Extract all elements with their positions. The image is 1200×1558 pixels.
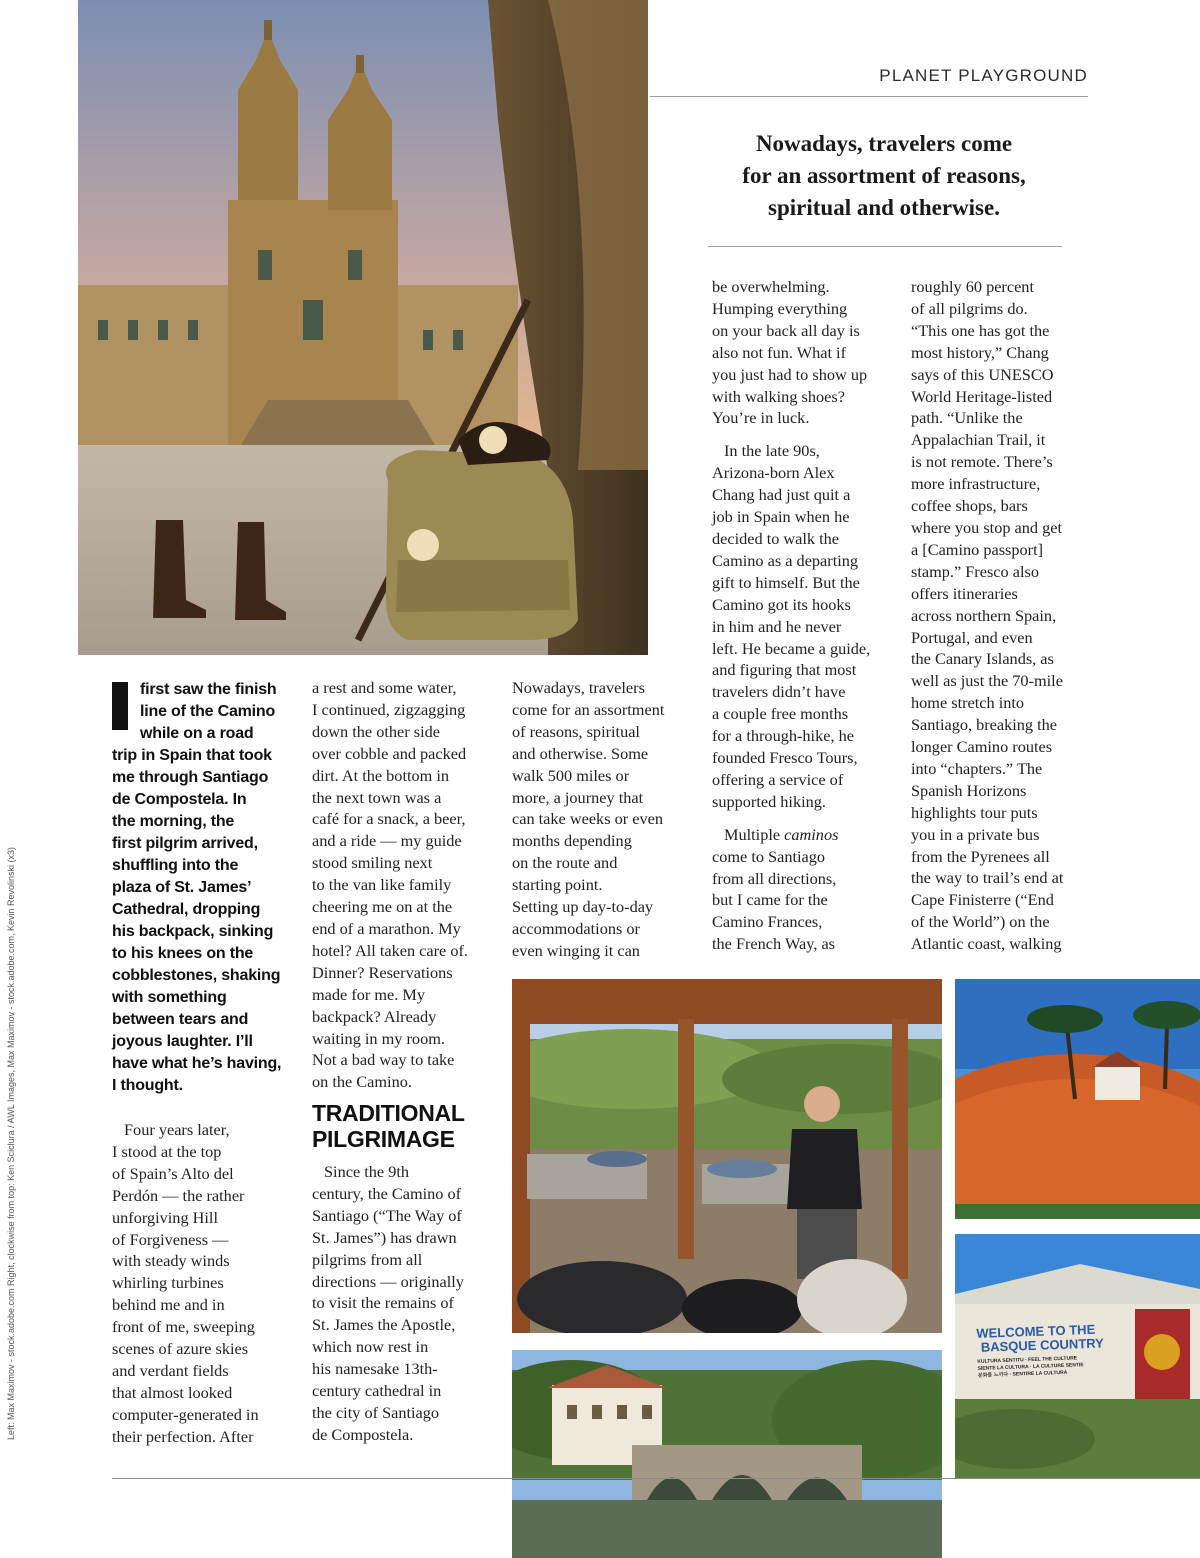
lede-line: the morning, the <box>112 813 235 830</box>
paragraph-line: Humping everything <box>712 298 848 318</box>
paragraph-line: on your back all day is <box>712 320 860 340</box>
paragraph-line: which now rest in <box>312 1337 429 1357</box>
paragraph-line: more infrastructure, <box>911 474 1041 494</box>
paragraph-line: Four years later, <box>124 1120 230 1139</box>
paragraph-line: front of me, sweeping <box>112 1317 255 1337</box>
paragraph-line: in him and he never <box>712 616 842 636</box>
paragraph-line: says of this UNESCO <box>911 364 1054 384</box>
paragraph-line: and figuring that most <box>712 660 857 680</box>
basque-mural-photo <box>955 1234 1200 1479</box>
paragraph-line: roughly 60 percent <box>911 277 1034 296</box>
paragraph-line: the next town was a <box>312 787 442 807</box>
paragraph-line: end of a marathon. My <box>312 918 461 938</box>
lede-line: have what he’s having, <box>112 1055 282 1072</box>
paragraph-line: unforgiving Hill <box>112 1207 218 1227</box>
paragraph-line: Santiago, breaking the <box>911 715 1058 735</box>
paragraph-line: St. James the Apostle, <box>312 1315 456 1335</box>
paragraph-line: “This one has got the <box>911 320 1050 340</box>
subhead-line: TRADITIONAL <box>312 1100 465 1126</box>
paragraph-line: months depending <box>512 831 632 851</box>
lede-line: I thought. <box>112 1077 183 1094</box>
paragraph-line: from the Pyrenees all <box>911 846 1050 866</box>
paragraph-line: Not a bad way to take <box>312 1050 455 1070</box>
pull-quote <box>700 128 1068 224</box>
column-2-top <box>312 677 502 1093</box>
paragraph-line: of Forgiveness — <box>112 1229 229 1249</box>
paragraph-line: longer Camino routes <box>911 737 1053 757</box>
paragraph-line: you in a private bus <box>911 824 1040 844</box>
paragraph-line: their perfection. After <box>112 1426 254 1446</box>
mural-subtitle-3: 문화를 느끼다 · SENTIRE LA CULTURA <box>977 1369 1068 1379</box>
section-label: PLANET PLAYGROUND <box>879 66 1088 85</box>
lede-line: while on a road <box>140 725 254 742</box>
lede-line: trip in Spain that took <box>112 747 272 764</box>
paragraph-line: Spanish Horizons <box>911 780 1027 800</box>
mural-subtitle-2: SIENTE LA CULTURA · LA CULTURE SENTIE <box>977 1362 1084 1372</box>
paragraph-line: Perdón — the rather <box>112 1185 245 1205</box>
paragraph-line: where you stop and get <box>911 517 1063 537</box>
lede-paragraph <box>112 679 292 1097</box>
paragraph-line: computer-generated in <box>112 1404 259 1424</box>
paragraph-line: hotel? All taken care of. <box>312 940 468 960</box>
paragraph-line: Appalachian Trail, it <box>911 430 1046 450</box>
paragraph-line: century cathedral in <box>312 1381 442 1401</box>
paragraph-line: come for an assortment <box>512 699 665 719</box>
column-4-body <box>712 276 897 955</box>
paragraph-line: stood smiling next <box>312 853 433 873</box>
pull-quote-rule <box>708 246 1062 247</box>
lede-line: first saw the finish <box>140 681 277 698</box>
lede-line: Cathedral, dropping <box>112 901 261 918</box>
paragraph-line: but I came for the <box>712 890 828 910</box>
paragraph-line: highlights tour puts <box>911 802 1038 822</box>
paragraph-line: coffee shops, bars <box>911 496 1028 516</box>
paragraph-line: Setting up day-to-day <box>512 897 654 917</box>
cathedral-photo <box>78 0 648 655</box>
column-5-body <box>911 276 1096 955</box>
paragraph-line: walk 500 miles or <box>512 765 630 785</box>
paragraph-line: You’re in luck. <box>712 408 810 428</box>
paragraph-line: that almost looked <box>112 1382 233 1402</box>
lede-line: his backpack, sinking <box>112 923 274 940</box>
paragraph-line: the French Way, as <box>712 934 836 954</box>
column-1-body <box>112 1119 292 1448</box>
paragraph-line: to visit the remains of <box>312 1293 454 1313</box>
paragraph-line: with walking shoes? <box>712 386 845 406</box>
paragraph-line: founded Fresco Tours, <box>712 748 858 768</box>
paragraph-line: and verdant fields <box>112 1360 229 1380</box>
paragraph-line: of reasons, spiritual <box>512 721 640 741</box>
paragraph-line: starting point. <box>512 875 603 895</box>
lede-line: cobblestones, shaking <box>112 967 281 984</box>
paragraph-line: pilgrims from all <box>312 1249 423 1269</box>
paragraph-line: Since the 9th <box>324 1162 410 1181</box>
paragraph-line: his namesake 13th- <box>312 1359 438 1379</box>
paragraph-line: accommodations or <box>512 918 640 938</box>
paragraph-line: directions — originally <box>312 1271 464 1291</box>
lede-line: with something <box>112 989 227 1006</box>
lede-line: joyous laughter. I’ll <box>112 1033 253 1050</box>
pull-quote-line: for an assortment of reasons, <box>742 163 1026 188</box>
subhead-line: PILGRIMAGE <box>312 1126 455 1152</box>
paragraph-line: stamp.” Fresco also <box>911 561 1039 581</box>
paragraph-line: come to Santiago <box>712 846 826 866</box>
paragraph-line: scenes of azure skies <box>112 1339 249 1359</box>
paragraph-line: behind me and in <box>112 1295 225 1315</box>
paragraph-line: across northern Spain, <box>911 605 1057 625</box>
lede-line: shuffling into the <box>112 857 239 874</box>
paragraph-line <box>712 824 897 846</box>
paragraph-line: Camino as a departing <box>712 550 859 570</box>
lede-line: me through Santiago <box>112 769 269 786</box>
paragraph-line: World Heritage-listed <box>911 386 1053 406</box>
lede-line: line of the Camino <box>140 703 276 720</box>
paragraph-line: on the Camino. <box>312 1072 412 1092</box>
paragraph-line: on the route and <box>512 853 618 873</box>
lede-line: de Compostela. In <box>112 791 247 808</box>
paragraph-line: down the other side <box>312 721 440 741</box>
paragraph-line: most history,” Chang <box>911 342 1049 362</box>
paragraph-line: for a through-hike, he <box>712 726 854 746</box>
paragraph-line: Atlantic coast, walking <box>911 934 1062 954</box>
paragraph-line: Santiago (“The Way of <box>312 1205 462 1225</box>
paragraph-line: Portugal, and even <box>911 627 1033 647</box>
paragraph-line: you just had to show up <box>712 364 868 384</box>
paragraph-line: I continued, zigzagging <box>312 699 466 719</box>
stone-bridge-photo <box>512 1350 942 1558</box>
paragraph-line: a couple free months <box>712 704 849 724</box>
paragraph-line: left. He became a guide, <box>712 638 871 658</box>
mural-title-line1: WELCOME TO THE <box>976 1321 1096 1341</box>
paragraph-line: waiting in my room. <box>312 1028 445 1048</box>
paragraph-line: over cobble and packed <box>312 743 467 763</box>
lede-line: between tears and <box>112 1011 249 1028</box>
paragraph-line: of the World”) on the <box>911 912 1050 932</box>
paragraph-line: de Compostela. <box>312 1424 414 1444</box>
paragraph-line: with steady winds <box>112 1251 230 1271</box>
paragraph-line: Dinner? Reservations <box>312 962 453 982</box>
paragraph-line: can take weeks or even <box>512 809 663 829</box>
column-4-paragraph-1 <box>712 276 897 429</box>
column-4-paragraph-3 <box>712 824 897 955</box>
bottom-rule <box>112 1478 1200 1479</box>
paragraph-line: travelers didn’t have <box>712 682 846 702</box>
paragraph-line: Camino Frances, <box>712 912 823 932</box>
paragraph-line: and otherwise. Some <box>512 743 649 763</box>
subhead-traditional-pilgrimage <box>312 1100 502 1152</box>
paragraph-line: Chang had just quit a <box>712 485 851 505</box>
poppy-field-photo <box>955 979 1200 1219</box>
paragraph-line: dirt. At the bottom in <box>312 765 450 785</box>
column-4-paragraph-2 <box>712 440 897 812</box>
paragraph-line: path. “Unlike the <box>911 408 1023 428</box>
paragraph-line: the way to trail’s end at <box>911 868 1064 888</box>
resting-pilgrims-photo <box>512 979 942 1333</box>
paragraph-line: decided to walk the <box>712 528 840 548</box>
paragraph-line: backpack? Already <box>312 1006 437 1026</box>
paragraph-line: I stood at the top <box>112 1141 222 1161</box>
paragraph-line: and a ride — my guide <box>312 831 462 851</box>
paragraph-line: Arizona-born Alex <box>712 463 835 483</box>
lede-line: to his knees on the <box>112 945 254 962</box>
lede-line: plaza of St. James’ <box>112 879 252 896</box>
italic-caminos: caminos <box>784 824 839 844</box>
paragraph-line: whirling turbines <box>112 1273 224 1293</box>
paragraph-line: St. James”) has drawn <box>312 1227 457 1247</box>
photo-credit: Left: Max Maximov - stock.adobe.com Right, clockwise from top: Ken Sciclura / AWL Images, Max Maximov - stock.adobe.com, Kevin Revolinski (x3) <box>6 846 16 1440</box>
paragraph-line: century, the Camino of <box>312 1183 462 1203</box>
paragraph-line: a rest and some water, <box>312 678 457 697</box>
paragraph-line: Cape Finisterre (“End <box>911 890 1054 910</box>
paragraph-line: home stretch into <box>911 693 1025 713</box>
paragraph-line: of Spain’s Alto del <box>112 1163 234 1183</box>
paragraph-line: the Canary Islands, as <box>911 649 1054 669</box>
section-rule <box>650 96 1088 97</box>
paragraph-line: to the van like family <box>312 875 452 895</box>
paragraph-line: Camino got its hooks <box>712 594 851 614</box>
pull-quote-line: Nowadays, travelers come <box>755 131 1013 156</box>
column-2-bottom <box>312 1161 502 1446</box>
paragraph-line: is not remote. There’s <box>911 452 1053 472</box>
mural-title-line2: BASQUE COUNTRY <box>980 1335 1105 1355</box>
paragraph-line: made for me. My <box>312 984 426 1004</box>
lede-line: first pilgrim arrived, <box>112 835 258 852</box>
paragraph-line: In the late 90s, <box>724 441 820 461</box>
paragraph-line: supported hiking. <box>712 791 826 811</box>
paragraph-line: cheering me on at the <box>312 897 453 917</box>
paragraph-line: even winging it can <box>512 940 640 960</box>
paragraph-line: from all directions, <box>712 868 837 888</box>
paragraph-line: Nowadays, travelers <box>512 678 645 697</box>
paragraph-line: gift to himself. But the <box>712 572 860 592</box>
paragraph-text: Multiple <box>724 824 785 844</box>
paragraph-line: the city of Santiago <box>312 1402 440 1422</box>
paragraph-line: into “chapters.” The <box>911 758 1043 778</box>
paragraph-line: job in Spain when he <box>712 507 850 527</box>
paragraph-line: offering a service of <box>712 769 844 789</box>
paragraph-line: offers itineraries <box>911 583 1018 603</box>
paragraph-line: well as just the 70-mile <box>911 671 1063 691</box>
column-3-body <box>512 677 697 962</box>
mural-subtitle-1: KULTURA SENTITU · FEEL THE CULTURE <box>977 1355 1078 1365</box>
paragraph-line: be overwhelming. <box>712 277 830 296</box>
pull-quote-line: spiritual and otherwise. <box>768 195 1000 220</box>
paragraph-line: more, a journey that <box>512 787 644 807</box>
paragraph-line: also not fun. What if <box>712 342 846 362</box>
paragraph-line: of all pilgrims do. <box>911 298 1028 318</box>
paragraph-line: café for a snack, a beer, <box>312 809 466 829</box>
paragraph-line: a [Camino passport] <box>911 539 1044 559</box>
